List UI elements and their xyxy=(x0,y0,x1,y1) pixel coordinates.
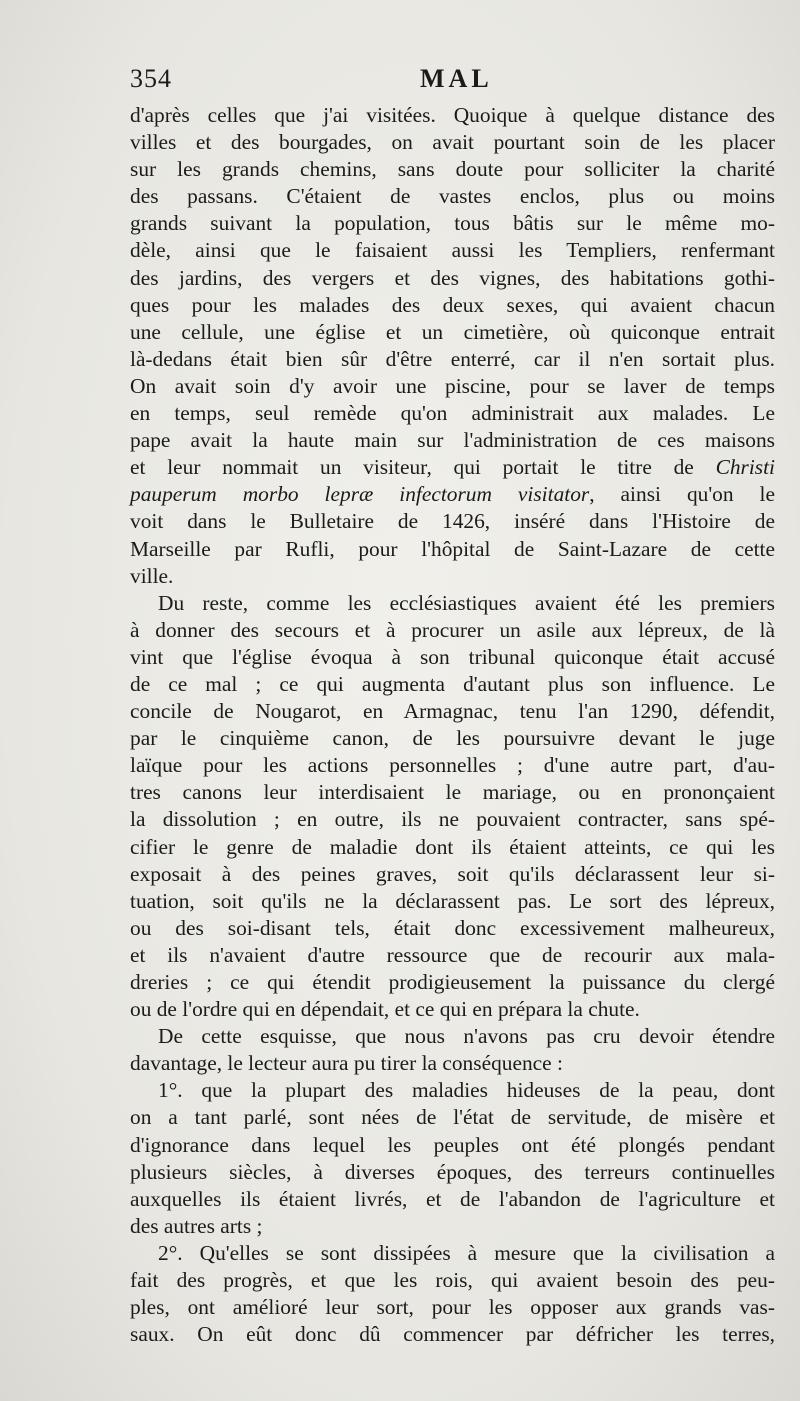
line-text: en temps, seul remède qu'on administrait aux malades. Le xyxy=(130,401,775,426)
line-text: une cellule, une église et un cimetière, où quiconque entrait xyxy=(130,319,775,344)
line-text: fait des progrès, et que les rois, qui avaient besoin des peu- xyxy=(130,1268,775,1293)
text-line xyxy=(130,563,775,590)
line-text: tres canons leur interdisaient le mariage, ou en prononçaient xyxy=(130,780,775,805)
text-line xyxy=(130,915,775,942)
line-text: pape avait la haute main sur l'administration de ces maisons xyxy=(130,428,775,453)
line-text: ou des soi-disant tels, était donc excessivement malheureux, xyxy=(130,915,775,940)
line-text: et ils n'avaient d'autre ressource que de recourir aux mala- xyxy=(130,942,775,967)
running-head: MAL xyxy=(420,64,493,93)
line-text: grands suivant la population, tous bâtis sur le même mo- xyxy=(130,211,775,236)
text-line xyxy=(130,102,775,129)
line-text: et leur nommait un visiteur, qui portait le titre de xyxy=(130,455,694,480)
text-line xyxy=(130,752,775,779)
text-line xyxy=(130,373,775,400)
line-text: De cette esquisse, que nous n'avons pas cru devoir étendre xyxy=(158,1024,775,1049)
line-text: plusieurs siècles, à diverses époques, des terreurs continuelles xyxy=(130,1159,775,1184)
text-line xyxy=(130,725,775,752)
line-text: d'après celles que j'ai visitées. Quoique à quelque distance des xyxy=(130,103,775,127)
text-line xyxy=(130,292,775,319)
text-line xyxy=(130,1023,775,1050)
italic-text: Christi xyxy=(715,455,776,480)
text-line xyxy=(130,779,775,806)
text-line xyxy=(130,644,775,671)
text-line xyxy=(130,617,775,644)
text-line xyxy=(130,698,775,725)
text-line xyxy=(130,183,775,210)
text-line xyxy=(130,1077,775,1104)
text-line xyxy=(130,1104,775,1131)
text-line xyxy=(130,888,775,915)
line-text: Du reste, comme les ecclésiastiques avaient été les premiers xyxy=(158,590,775,615)
line-text: ques pour les malades des deux sexes, qui avaient chacun xyxy=(130,292,775,317)
italic-text: pauperum morbo lepræ infectorum visitator xyxy=(130,482,590,507)
line-text: davantage, le lecteur aura pu tirer la conséquence : xyxy=(130,1051,563,1076)
line-text: 1°. que la plupart des maladies hideuses de la peau, dont xyxy=(158,1078,775,1103)
line-text: des passans. C'étaient de vastes enclos, plus ou moins xyxy=(130,184,775,209)
text-line xyxy=(130,481,775,508)
text-line xyxy=(130,590,775,617)
line-text: On avait soin d'y avoir une piscine, pour se laver de temps xyxy=(130,373,775,398)
text-line xyxy=(130,508,775,535)
line-text: dèle, ainsi que le faisaient aussi les Templiers, renfermant xyxy=(130,238,775,263)
text-line xyxy=(130,996,775,1023)
text-line xyxy=(130,1186,775,1213)
text-line xyxy=(130,237,775,264)
line-text: Marseille par Rufli, pour l'hôpital de Saint-Lazare de cette xyxy=(130,536,775,561)
text-line xyxy=(130,454,775,481)
line-text: sur les grands chemins, sans doute pour solliciter la charité xyxy=(130,157,775,182)
line-text: villes et des bourgades, on avait pourtant soin de les placer xyxy=(130,130,775,155)
text-line xyxy=(130,806,775,833)
text-line xyxy=(130,861,775,888)
body-text xyxy=(130,102,775,1348)
text-line xyxy=(130,1213,775,1240)
line-text: ples, ont amélioré leur sort, pour les opposer aux grands vas- xyxy=(130,1295,775,1320)
line-text: exposait à des peines graves, soit qu'ils déclarassent leur si- xyxy=(130,861,775,886)
line-text: concile de Nougarot, en Armagnac, tenu l'an 1290, défendit, xyxy=(130,699,775,724)
line-text: des jardins, des vergers et des vignes, des habitations gothi- xyxy=(130,265,775,290)
line-text: là-dedans était bien sûr d'être enterré, car il n'en sortait plus. xyxy=(130,346,775,371)
line-text: d'ignorance dans lequel les peuples ont été plongés pendant xyxy=(130,1132,775,1157)
text-line xyxy=(130,834,775,861)
line-text: voit dans le Bulletaire de 1426, inséré dans l'Histoire de xyxy=(130,509,775,534)
text-line xyxy=(130,1240,775,1267)
line-text: 2°. Qu'elles se sont dissipées à mesure que la civilisation a xyxy=(158,1240,775,1265)
text-line xyxy=(130,346,775,373)
line-text: à donner des secours et à procurer un asile aux lépreux, de là xyxy=(130,617,775,642)
text-line xyxy=(130,1321,775,1348)
text-line xyxy=(130,427,775,454)
text-line xyxy=(130,319,775,346)
text-line xyxy=(130,942,775,969)
line-text: saux. On eût donc dû commencer par défricher les terres, xyxy=(130,1322,775,1347)
page-number: 354 xyxy=(130,64,172,93)
line-text: vint que l'église évoqua à son tribunal quiconque était accusé xyxy=(130,644,775,669)
line-text: , ainsi qu'on le xyxy=(589,482,775,507)
text-line xyxy=(130,1159,775,1186)
line-text: dreries ; ce qui étendit prodigieusement la puissance du clergé xyxy=(130,970,775,994)
text-line xyxy=(130,210,775,237)
text-line xyxy=(130,536,775,563)
text-line xyxy=(130,400,775,427)
text-line xyxy=(130,1267,775,1294)
text-line xyxy=(130,1050,775,1077)
line-text: la dissolution ; en outre, ils ne pouvaient contracter, sans spé- xyxy=(130,807,775,832)
text-line xyxy=(130,1132,775,1159)
line-text: tuation, soit qu'ils ne la déclarassent pas. Le sort des lépreux, xyxy=(130,888,775,913)
text-line xyxy=(130,129,775,156)
text-line xyxy=(130,156,775,183)
line-text: auxquelles ils étaient livrés, et de l'abandon de l'agriculture et xyxy=(130,1186,775,1211)
line-text: des autres arts ; xyxy=(130,1213,263,1238)
text-line xyxy=(130,1294,775,1321)
line-text: cifier le genre de maladie dont ils étaient atteints, ce qui les xyxy=(130,834,775,859)
page-header xyxy=(130,64,770,104)
line-text: ou de l'ordre qui en dépendait, et ce qui en prépara la chute. xyxy=(130,997,640,1022)
text-line xyxy=(130,671,775,698)
line-text: de ce mal ; ce qui augmenta d'autant plus son influence. Le xyxy=(130,671,775,696)
line-text: par le cinquième canon, de les poursuivre devant le juge xyxy=(130,726,775,751)
line-text: on a tant parlé, sont nées de l'état de servitude, de misère et xyxy=(130,1105,775,1130)
line-text: ville. xyxy=(130,563,174,588)
text-line xyxy=(130,265,775,292)
text-line xyxy=(130,969,775,996)
line-text: laïque pour les actions personnelles ; d'une autre part, d'au- xyxy=(130,753,775,778)
